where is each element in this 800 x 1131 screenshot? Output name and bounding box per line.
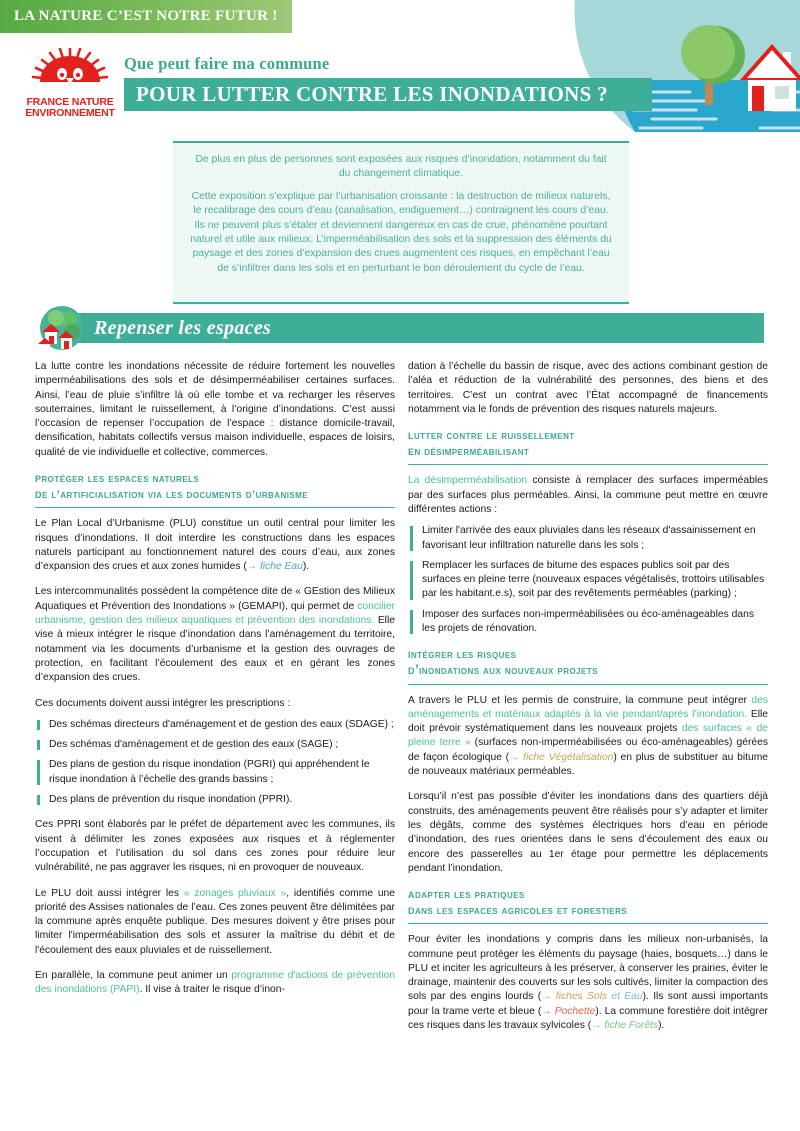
paragraph-papi bbox=[35, 969, 395, 998]
list-item: Imposer des surfaces non-imperméabilisées ou éco-aménageables dans les projets de rénovation. bbox=[408, 608, 768, 637]
text-run: Pour éviter les inondations y compris dans les milieux non-urbanisés, la commune peut protéger les éléments du paysage (haies, bosquets…) dans le PLU et inciter les agriculteurs à les préserver, à conserver les prairies, éviter le drainage, maintenir des couverts sur les sols cultivés, limiter la compaction des sols par des engins lourds ( bbox=[408, 934, 768, 1003]
text-run: Elle doit prévoir systématiquement dans les nouveaux projets bbox=[408, 708, 768, 735]
text-run: Le PLU doit aussi intégrer les bbox=[35, 887, 184, 899]
left-column bbox=[35, 360, 395, 998]
link-fiche-vegetalisation[interactable]: → fiche Végétalisation bbox=[509, 751, 614, 763]
logo-line-1: FRANCE NATURE bbox=[26, 96, 114, 108]
list-item: Des schémas directeurs d'aménagement et de gestion des eaux (SDAGE) ; bbox=[35, 718, 395, 732]
paragraph-papi-continued: dation à l’échelle du bassin de risque, avec des actions combinant gestion de l’aléa et réduction de la vulnérabilité des personnes, des biens et des territoires. C’est un contrat avec l’État accompagné de financements notamment via le fonds de prévention des risques naturels majeurs. bbox=[408, 361, 768, 415]
link-pochette[interactable]: → Pochette bbox=[541, 1005, 596, 1017]
main-title-bar bbox=[124, 78, 652, 111]
top-slogan-banner bbox=[0, 0, 292, 33]
link-fiche-eau[interactable]: → fiche Eau bbox=[246, 561, 303, 573]
text-run: Le Plan Local d’Urbanisme (PLU) constitue un outil central pour limiter les risques d’inondations. Il doit interdire les constructions dans les espaces naturels participant au fonctionnement naturel des cours d’eau, aux zones d’expansion des crues et aux zones humides ( bbox=[35, 518, 395, 573]
list-item: Limiter l'arrivée des eaux pluviales dans les réseaux d'assainissement en favorisant leur infiltration naturelle dans les sols ; bbox=[408, 524, 768, 553]
left-intro-paragraph: La lutte contre les inondations nécessite de réduire fortement les nouvelles imperméabilisations des sols et de désimperméabiliser certaines surfaces. Ainsi, l’eau de pluie s’infiltre là où elle tombe et va recharger les réserves souterraines, limitant le ruissellement, à l’origine d’inondations. C’est aussi l’occasion de repenser l’occupation de l’espace : distance domicile-travail, densification, habitats collectifs versus maison individuelle, espaces de loisirs, qualité de vie individuelle et collective, commerces. bbox=[35, 361, 395, 458]
text-run: Les intercommunalités possèdent la compétence dite de « GEstion des Milieux Aquatiques et Prévention des Inondations » (GEMAPI), qui permet de bbox=[35, 586, 395, 612]
list-item: Des schémas d'aménagement et de gestion des eaux (SAGE) ; bbox=[35, 738, 395, 752]
text-run: A travers le PLU et les permis de construire, la commune peut intégrer bbox=[408, 694, 752, 706]
heading-line-2: de l’artificialisation via les documents d’urbanisme bbox=[35, 485, 309, 501]
bullet-list-actions bbox=[408, 524, 768, 636]
paragraph-espaces-agricoles bbox=[408, 933, 768, 1033]
text-run: ). La commune forestière doit intégrer ces risques dans les travaux sylvicoles ( bbox=[408, 1005, 768, 1032]
intro-paragraph-1: De plus en plus de personnes sont exposées aux risques d’inondation, notamment du fait du changement climatique. bbox=[195, 154, 607, 180]
highlight-pleine-terre: des surfaces « de pleine terre » bbox=[408, 723, 769, 749]
flood-scene-svg bbox=[520, 0, 800, 132]
heading-line-1: intégrer les risques bbox=[408, 646, 517, 662]
paragraph-ppri: Ces PPRI sont élaborés par le préfet de département avec les communes, ils visent à délimiter les zones exposées aux risques et à réglementer l’occupation et l’utilisation du sol dans ces zones pour réduire leur vulnérabilité, ne pas aggraver les risques, ni en provoquer de nouveaux. bbox=[35, 819, 395, 874]
section-header bbox=[36, 313, 764, 343]
intro-box bbox=[173, 141, 629, 304]
paragraph-gemapi bbox=[35, 585, 395, 685]
heading-line-1: protéger les espaces naturels bbox=[35, 470, 200, 486]
right-column bbox=[408, 360, 768, 1033]
heading-proteger-espaces-naturels bbox=[35, 471, 395, 508]
highlight-zonages-pluviaux: « zonages pluviaux » bbox=[183, 887, 287, 899]
text-run: ). Ils sont aussi importants pour la trame verte et bleue ( bbox=[408, 991, 769, 1017]
text-run: ) en plus de substituer au bitume de nouveaux matériaux perméables. bbox=[408, 751, 768, 778]
paragraph-prescriptions-lead: Ces documents doivent aussi intégrer les prescriptions : bbox=[35, 697, 291, 709]
heading-line-1: lutter contre le ruissellement bbox=[408, 427, 575, 443]
highlight-gemapi: concilier urbanisme, gestion des milieux aquatiques et prévention des inondations. bbox=[35, 600, 395, 627]
link-fiche-forets[interactable]: → fiche Forêts bbox=[591, 1020, 659, 1032]
text-run: (surfaces non-imperméabilisées ou éco-aménageables) gérées de façon écologique ( bbox=[408, 737, 769, 763]
text-run: Elle vise à mieux intégrer le risque d’inondation dans l’aménagement du territoire, notamment via les documents d’urbanisme et la gestion des ouvrages de protection, en facilitant l’écoulement des eaux et en gérant les zones d’expansion des crues. bbox=[35, 615, 395, 684]
text-run: . Il vise à traiter le risque d’inon- bbox=[139, 984, 285, 996]
list-item: Des plans de gestion du risque inondation (PGRI) qui appréhendent le risque inondation à l’échelle des grands bassins ; bbox=[35, 758, 395, 787]
paragraph-zonages-pluviaux bbox=[35, 887, 395, 958]
heading-line-2: en désimperméabilisant bbox=[408, 442, 530, 458]
village-houses-icon bbox=[36, 304, 88, 352]
highlight-amenagements-adaptes: des aménagements et matériaux adaptés à la vie pendant/après l’inondation. bbox=[408, 694, 768, 720]
highlight-papi: programme d'actions de prévention des inondations (PAPI) bbox=[35, 969, 395, 996]
link-fiche-eau[interactable]: et Eau bbox=[607, 991, 643, 1003]
page-title: POUR LUTTER CONTRE LES INONDATIONS ? bbox=[136, 82, 608, 106]
slogan-text: LA NATURE C’EST NOTRE FUTUR ! bbox=[14, 8, 278, 24]
heading-adapter-pratiques bbox=[408, 887, 768, 924]
text-run: En parallèle, la commune peut animer un bbox=[35, 969, 232, 981]
section-header-bar bbox=[68, 313, 764, 343]
fne-logo bbox=[22, 48, 118, 120]
paragraph-desimpermeabilisation bbox=[408, 474, 768, 517]
paragraph-quartiers-construits: Lorsqu’il n’est pas possible d’éviter les inondations dans des quartiers déjà construits, des aménagements peuvent être réalisés pour s’y adapter et limiter les dégâts, comme des systèmes électriques hors d’eau en période d’inondation, des rues orientées dans le sens d’écoulement des eaux ou encore des passerelles au 1er étage pour permettre les déplacements pendant l’inondation. bbox=[408, 791, 768, 874]
logo-wordmark bbox=[22, 97, 118, 118]
hedgehog-logo-icon bbox=[22, 48, 118, 102]
list-item: Remplacer les surfaces de bitume des espaces publics soit par des surfaces en pleine terre (nouveaux espaces végétalisés, trottoirs utilisables par les habitant.e.s), soit par des revêtements perméables (parking) ; bbox=[408, 559, 768, 602]
text-run: , identifiés comme une priorité des Assises nationales de l’eau. Ces zones peuvent être délimitées par la commune après enquête publique. Des mesures doivent y être prises pour limiter l'imperméabilisation des sols et assurer la maîtrise du débit et de l'écoulement des eaux pluviales et de ruissellement. bbox=[35, 887, 395, 956]
paragraph-plu bbox=[35, 517, 395, 574]
section-title: Repenser les espaces bbox=[94, 316, 272, 339]
list-item: Des plans de prévention du risque inondation (PPRI). bbox=[35, 793, 395, 807]
text-run: consiste à remplacer des surfaces imperméables par des surfaces plus perméables. Ainsi, la commune peut mettre en œuvre différentes actions : bbox=[408, 475, 768, 515]
highlight-desimpermeabilisation: La désimperméabilisation bbox=[408, 475, 528, 487]
heading-line-1: adapter les pratiques bbox=[408, 886, 525, 902]
header-illustration bbox=[520, 0, 800, 132]
heading-line-2: d’inondations aux nouveaux projets bbox=[408, 661, 598, 677]
logo-line-2: ENVIRONNEMENT bbox=[25, 106, 115, 119]
text-run: ). bbox=[658, 1020, 665, 1032]
bullet-list-prescriptions bbox=[35, 718, 395, 807]
link-fiche-sols[interactable]: → fiches Sols bbox=[541, 991, 608, 1003]
text-run: ). bbox=[302, 561, 310, 573]
pretitle: Que peut faire ma commune bbox=[124, 54, 330, 73]
heading-line-2: dans les espaces agricoles et forestiers bbox=[408, 901, 628, 917]
paragraph-nouveaux-projets bbox=[408, 694, 768, 780]
heading-integrer-risques bbox=[408, 647, 768, 684]
intro-paragraph-2: Cette exposition s’explique par l’urbanisation croissante : la destruction de milieux naturels, le recalibrage des cours d’eau (canalisation, endiguement…) contraignent les cours d’eau. Ils ne peuvent plus s’étaler et deviennent dangereux en cas de crue, phénomène pourtant naturel et utile aux milieux. L’imperméabilisation des sols et la suppression des éléments du paysage et des zones d’expansion des crues augmentent ces risques, en empêchant l’eau de s’infiltrer dans les sols et en perturbant le bon déroulement du cycle de l’eau. bbox=[190, 190, 612, 274]
heading-lutter-ruissellement bbox=[408, 428, 768, 465]
